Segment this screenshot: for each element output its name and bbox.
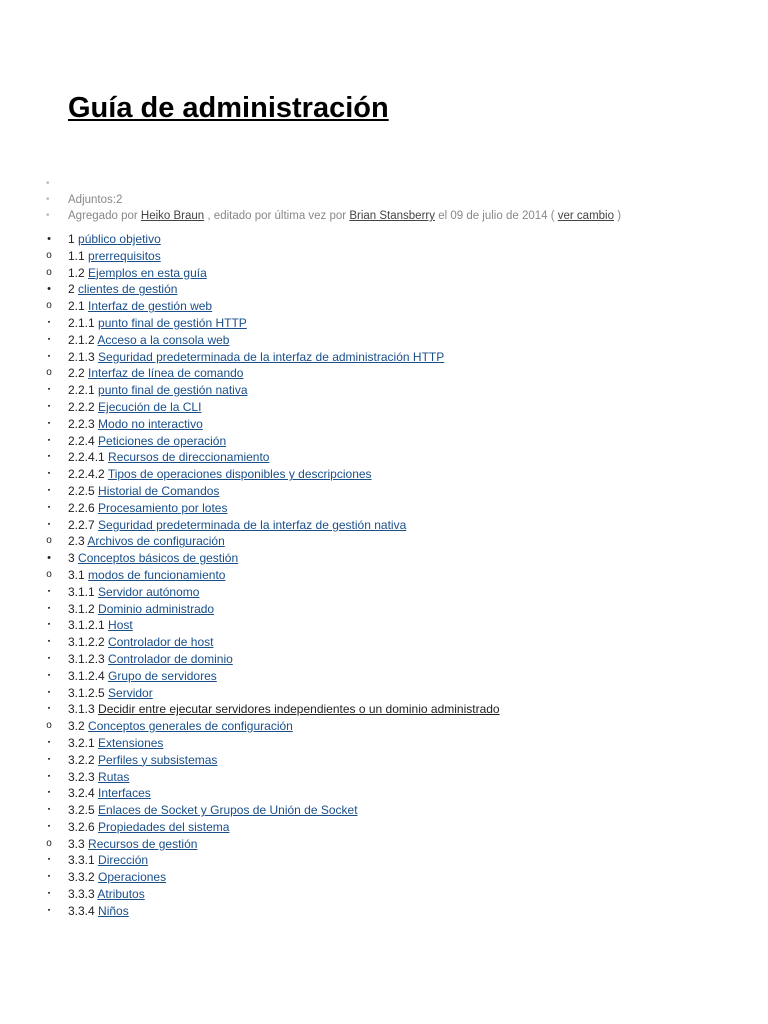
toc-link[interactable]: Grupo de servidores	[108, 668, 217, 683]
toc-entry	[68, 483, 219, 500]
toc-entry	[68, 500, 227, 517]
toc-number: 2.1.1	[68, 315, 95, 330]
toc-number: 3.2	[68, 719, 85, 734]
toc-item	[0, 483, 768, 500]
toc-entry	[68, 231, 161, 248]
toc-link[interactable]: Controlador de host	[108, 635, 214, 650]
toc-item	[0, 752, 768, 769]
toc-number: 2.2.3	[68, 416, 95, 431]
meta-author-row	[0, 208, 768, 224]
toc-link[interactable]: Operaciones	[98, 870, 167, 885]
toc-number: 2.3	[68, 534, 85, 549]
bullet-icon: •	[46, 194, 50, 205]
bullet-icon: ▪	[47, 587, 51, 595]
bullet-icon: ▪	[47, 705, 51, 713]
toc-number: 3.2.6	[68, 819, 95, 834]
bullet-icon: ▪	[47, 789, 51, 797]
toc-number: 2	[68, 282, 75, 297]
view-change-link[interactable]: ver cambio	[557, 210, 615, 222]
toc-link[interactable]: punto final de gestión HTTP	[98, 315, 247, 330]
toc-entry	[68, 836, 197, 853]
toc-item	[0, 433, 768, 450]
toc-number: 3.2.4	[68, 786, 95, 801]
toc-number: 3.2.3	[68, 769, 95, 784]
toc-item	[0, 281, 768, 298]
toc-number: 2.2.6	[68, 500, 95, 515]
toc-number: 1	[68, 232, 75, 246]
toc-item	[0, 550, 768, 567]
toc-entry	[68, 281, 177, 298]
bullet-icon: •	[47, 233, 51, 245]
toc-entry	[68, 416, 203, 433]
toc-number: 3.3.2	[68, 870, 95, 885]
toc-item	[0, 382, 768, 399]
bullet-icon: o	[46, 837, 52, 849]
toc-entry	[68, 449, 269, 466]
toc-number: 2.1.3	[68, 349, 95, 364]
toc-item	[0, 819, 768, 836]
toc-link[interactable]: Ejecución de la CLI	[98, 399, 202, 414]
toc-entry	[68, 701, 500, 718]
bullet-icon: ▪	[47, 772, 51, 780]
toc-entry	[68, 903, 129, 920]
toc-link[interactable]: prerrequisitos	[88, 248, 161, 263]
meta-empty-row	[0, 176, 768, 192]
toc-number: 3.3.4	[68, 903, 95, 918]
toc-link[interactable]: Conceptos básicos de gestión	[78, 551, 239, 566]
bullet-icon: ▪	[47, 453, 51, 461]
toc-entry	[68, 365, 243, 382]
toc-link[interactable]: Tipos de operaciones disponibles y descripciones	[107, 467, 372, 482]
toc-number: 3.3.1	[68, 853, 95, 868]
toc-link[interactable]: Procesamiento por lotes	[98, 500, 228, 515]
toc-link[interactable]: Conceptos generales de configuración	[88, 719, 293, 734]
bullet-icon: o	[46, 568, 52, 580]
toc-number: 2.2.5	[68, 483, 95, 498]
toc-item	[0, 617, 768, 634]
bullet-icon: ▪	[47, 638, 51, 646]
toc-number: 3.1.1	[68, 584, 95, 599]
toc-number: 3.1.2.4	[68, 668, 105, 683]
toc-item	[0, 735, 768, 752]
toc-item	[0, 769, 768, 786]
meta-attachments-row	[0, 192, 768, 208]
bullet-icon: ▪	[47, 470, 51, 478]
toc-link[interactable]: Atributos	[97, 887, 145, 902]
toc-item	[0, 869, 768, 886]
toc-number: 3.2.2	[68, 752, 95, 767]
toc-number: 3.2.1	[68, 735, 95, 750]
bullet-icon: •	[47, 283, 51, 296]
bullet-icon: ▪	[47, 755, 51, 763]
toc-item	[0, 449, 768, 466]
toc-entry	[68, 382, 248, 399]
toc-item	[0, 466, 768, 483]
bullet-icon: ▪	[47, 621, 51, 629]
page-title: Guía de administración	[68, 92, 389, 124]
toc-item	[0, 634, 768, 651]
toc-entry	[68, 802, 358, 819]
bullet-icon: ▪	[47, 822, 51, 830]
toc-item	[0, 533, 768, 550]
toc-item	[0, 785, 768, 802]
toc-item	[0, 399, 768, 416]
toc-entry	[68, 668, 217, 685]
toc-entry	[68, 533, 225, 550]
toc-entry	[68, 584, 199, 601]
toc-number: 2.2.2	[68, 399, 95, 414]
toc-entry	[68, 399, 201, 416]
toc-link[interactable]: Modo no interactivo	[98, 416, 203, 431]
bullet-icon: ▪	[47, 604, 51, 612]
bullet-icon: ▪	[47, 671, 51, 679]
toc-item	[0, 718, 768, 735]
attachments-count: Adjuntos:2	[68, 194, 123, 206]
toc-entry	[68, 265, 207, 282]
bullet-icon: •	[46, 178, 50, 189]
toc-link[interactable]: Controlador de dominio	[108, 651, 233, 666]
toc-item	[0, 265, 768, 282]
toc-item	[0, 584, 768, 601]
toc-entry	[68, 315, 247, 332]
toc-entry	[68, 550, 238, 567]
toc-number: 3.1.2.5	[68, 685, 105, 700]
toc-entry	[68, 248, 161, 265]
toc-link[interactable]: Propiedades del sistema	[98, 819, 230, 834]
author-line: Agregado por Heiko Braun , editado por última vez por Brian Stansberry el 09 de julio de 2014 ( ver cambio )	[68, 210, 622, 222]
bullet-icon: ▪	[47, 890, 51, 898]
toc-number: 2.2.7	[68, 517, 95, 532]
bullet-icon: ▪	[47, 419, 51, 427]
toc-number: 3.1	[68, 567, 85, 582]
bullet-icon: ▪	[47, 906, 51, 914]
bullet-icon: ▪	[47, 873, 51, 881]
bullet-icon: o	[46, 266, 52, 278]
bullet-icon: ▪	[47, 352, 51, 360]
toc-entry	[68, 769, 129, 786]
toc-entry	[68, 298, 212, 315]
toc-link[interactable]: Historial de Comandos	[98, 483, 220, 498]
bullet-icon: ▪	[47, 738, 51, 746]
toc-item	[0, 852, 768, 869]
editor-link[interactable]: Brian Stansberry	[349, 210, 435, 222]
toc-item	[0, 349, 768, 366]
toc-entry	[68, 869, 166, 886]
bullet-icon: o	[46, 720, 52, 732]
bullet-icon: o	[46, 249, 52, 261]
toc-link[interactable]: Rutas	[98, 769, 130, 784]
bullet-icon: ▪	[47, 654, 51, 662]
toc-item	[0, 231, 768, 248]
toc-link[interactable]: punto final de gestión nativa	[98, 383, 248, 398]
toc-item	[0, 903, 768, 920]
toc-link[interactable]: modos de funcionamiento	[88, 567, 226, 582]
toc-item	[0, 601, 768, 618]
toc-link[interactable]: Host	[108, 618, 133, 633]
toc-number: 3.1.2.1	[68, 618, 105, 633]
toc-item	[0, 416, 768, 433]
toc-item	[0, 248, 768, 265]
toc-link[interactable]: Enlaces de Socket y Grupos de Unión de Socket	[98, 803, 358, 818]
page-metadata	[0, 176, 768, 224]
toc-item	[0, 332, 768, 349]
toc-number: 3.1.2.3	[68, 651, 105, 666]
toc-entry	[68, 886, 145, 903]
toc-item	[0, 567, 768, 584]
toc-link[interactable]: Interfaz de línea de comando	[88, 366, 244, 381]
bullet-icon: ▪	[47, 402, 51, 410]
toc-item	[0, 500, 768, 517]
toc-link[interactable]: Extensiones	[98, 735, 164, 750]
toc-entry	[68, 785, 151, 802]
toc-link[interactable]: Seguridad predeterminada de la interfaz de administración HTTP	[98, 349, 445, 364]
toc-number: 2.1.2	[68, 332, 95, 347]
toc-item	[0, 651, 768, 668]
bullet-icon: ▪	[47, 335, 51, 343]
toc-link[interactable]: Dominio administrado	[98, 601, 215, 616]
toc-link[interactable]: público objetivo	[78, 232, 161, 246]
bullet-icon: ▪	[47, 503, 51, 511]
bullet-icon: ▪	[47, 856, 51, 864]
toc-entry	[68, 819, 229, 836]
toc-entry	[68, 634, 213, 651]
toc-number: 2.2.4.1	[68, 450, 105, 465]
toc-link[interactable]: Archivos de configuración	[87, 534, 225, 549]
toc-number: 1.2	[68, 265, 85, 280]
toc-entry	[68, 852, 148, 869]
toc-number: 2.2.4	[68, 433, 95, 448]
toc-item	[0, 802, 768, 819]
toc-entry	[68, 567, 225, 584]
toc-link[interactable]: Servidor	[108, 685, 153, 700]
toc-link[interactable]: Peticiones de operación	[98, 433, 227, 448]
bullet-icon: ▪	[47, 386, 51, 394]
bullet-icon: o	[46, 300, 52, 312]
bullet-icon: ▪	[47, 436, 51, 444]
toc-number: 3.1.3	[68, 702, 95, 717]
toc-item	[0, 836, 768, 853]
toc-link[interactable]: Recursos de gestión	[88, 836, 198, 851]
toc-number: 2.2.4.2	[68, 467, 105, 482]
toc-link[interactable]: Ejemplos en esta guía	[88, 265, 207, 280]
toc-entry	[68, 685, 153, 702]
toc-number: 3.2.5	[68, 803, 95, 818]
toc-number: 3.1.2.2	[68, 635, 105, 650]
bullet-icon: •	[47, 552, 51, 565]
toc-number: 2.2.1	[68, 383, 95, 398]
bullet-icon: ▪	[47, 806, 51, 814]
toc-entry	[68, 349, 444, 366]
toc-link[interactable]: Seguridad predeterminada de la interfaz de gestión nativa	[98, 517, 407, 532]
toc-item	[0, 365, 768, 382]
toc-item	[0, 315, 768, 332]
table-of-contents	[0, 231, 768, 920]
toc-link[interactable]: Servidor autónomo	[98, 584, 200, 599]
author-link[interactable]: Heiko Braun	[140, 210, 205, 222]
toc-item	[0, 701, 768, 718]
toc-entry	[68, 617, 133, 634]
toc-item	[0, 298, 768, 315]
toc-item	[0, 685, 768, 702]
toc-link[interactable]: Acceso a la consola web	[97, 332, 230, 347]
toc-number: 2.2	[68, 366, 85, 381]
toc-item	[0, 668, 768, 685]
toc-entry	[68, 718, 293, 735]
bullet-icon: o	[46, 535, 52, 547]
toc-link[interactable]: Dirección	[98, 853, 149, 868]
toc-number: 3.1.2	[68, 601, 95, 616]
toc-link[interactable]: Recursos de direccionamiento	[108, 450, 270, 465]
toc-entry	[68, 752, 217, 769]
toc-entry	[68, 466, 372, 483]
bullet-icon: ▪	[47, 318, 51, 326]
toc-entry	[68, 601, 214, 618]
toc-number: 1.1	[68, 248, 85, 263]
toc-number: 3.3.3	[68, 887, 95, 902]
toc-entry	[68, 735, 163, 752]
bullet-icon: ▪	[47, 520, 51, 528]
bullet-icon: •	[46, 210, 50, 221]
toc-link[interactable]: Decidir entre ejecutar servidores independientes o un dominio administrado	[98, 702, 500, 717]
toc-entry	[68, 651, 233, 668]
toc-item	[0, 886, 768, 903]
toc-entry	[68, 433, 226, 450]
bullet-icon: ▪	[47, 486, 51, 494]
toc-number: 3	[68, 551, 75, 566]
toc-number: 2.1	[68, 299, 85, 314]
bullet-icon: ▪	[47, 688, 51, 696]
toc-link[interactable]: Perfiles y subsistemas	[98, 752, 218, 767]
toc-link[interactable]: Interfaz de gestión web	[88, 299, 213, 314]
bullet-icon: o	[46, 367, 52, 379]
toc-item	[0, 517, 768, 534]
toc-entry	[68, 517, 406, 534]
toc-number: 3.3	[68, 836, 85, 851]
toc-entry	[68, 332, 229, 349]
toc-link[interactable]: Niños	[98, 903, 129, 918]
toc-link[interactable]: Interfaces	[98, 786, 151, 801]
toc-link[interactable]: clientes de gestión	[78, 282, 178, 297]
